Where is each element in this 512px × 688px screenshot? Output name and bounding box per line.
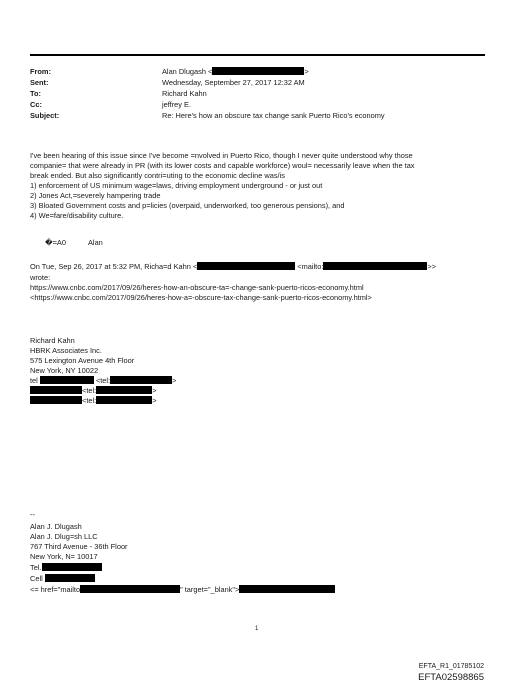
- redaction-box: [323, 262, 427, 270]
- redaction-box: [30, 396, 82, 404]
- from-value: [162, 67, 309, 76]
- dlugash-tel-line: [30, 563, 102, 572]
- tel-tag: <tel:: [82, 396, 97, 405]
- bates-ref-2: EFTA02598865: [418, 672, 484, 683]
- dlugash-address: 767 Third Avenue - 36th Floor: [30, 542, 128, 551]
- from-label: From:: [30, 67, 51, 76]
- dlugash-cell-line: [30, 574, 95, 583]
- href-target: " target="_blank">: [180, 585, 240, 594]
- redaction-box: [42, 563, 102, 571]
- redaction-box: [96, 386, 152, 394]
- body-line: 3) Bloated Government costs and p=licies (overpaid, underworked, too generous pensions), and: [30, 201, 345, 210]
- kahn-company: HBRK Associates Inc.: [30, 346, 102, 355]
- from-name: Alan Dlugash <: [162, 67, 213, 76]
- redaction-box: [212, 67, 304, 75]
- redaction-box: [197, 262, 295, 270]
- from-close: >: [304, 67, 309, 76]
- kahn-address: 575 Lexington Avenue 4th Floor: [30, 356, 135, 365]
- sent-label: Sent:: [30, 78, 49, 87]
- quote-close: >>: [427, 262, 437, 271]
- redaction-box: [30, 386, 82, 394]
- sign-prefix: �=A0: [45, 238, 66, 247]
- quote-intro: On Tue, Sep 26, 2017 at 5:32 PM, Richa=d Kahn <: [30, 262, 198, 271]
- dlugash-href-line: [30, 585, 335, 594]
- header-rule: [30, 54, 485, 56]
- sig-dashes: --: [30, 510, 35, 519]
- kahn-tel-line: [30, 396, 157, 405]
- quote-intro-line: [30, 262, 436, 271]
- kahn-city: New York, NY 10022: [30, 366, 99, 375]
- tel-label: tel: [30, 376, 38, 385]
- kahn-tel-line: [30, 376, 176, 385]
- article-url[interactable]: https://www.cnbc.com/2017/09/26/heres-how-an-obscure-ta=-change-sank-puerto-ricos-economy.html: [30, 283, 364, 292]
- href-prefix: <= href="mailto: [30, 585, 81, 594]
- body-line: break ended. But also significantly contri=uting to the economic decline was/is: [30, 171, 285, 180]
- body-line: I've been hearing of this issue since I've become =nvolved in Puerto Rico, though I never quite understood why those: [30, 151, 413, 160]
- tel-tag: <tel:: [82, 386, 97, 395]
- to-label: To:: [30, 89, 41, 98]
- body-line: 4) We=fare/disability culture.: [30, 211, 124, 220]
- body-line: 1) enforcement of US minimum wage=laws, driving employment underground - or just out: [30, 181, 323, 190]
- quote-mailto: <mailto:: [297, 262, 324, 271]
- cell-label: Cell: [30, 574, 43, 583]
- sign-name: Alan: [88, 238, 103, 247]
- kahn-name: Richard Kahn: [30, 336, 75, 345]
- body-line: 2) Jones Act,=severely hampering trade: [30, 191, 161, 200]
- redaction-box: [80, 585, 180, 593]
- article-url-bracketed[interactable]: <https://www.cnbc.com/2017/09/26/heres-how-a=-obscure-tax-change-sank-puerto-ricos-economy.html>: [30, 293, 372, 302]
- tel-close: >: [152, 386, 157, 395]
- redaction-box: [96, 396, 152, 404]
- tel-label: Tel.: [30, 563, 42, 572]
- tel-close: >: [172, 376, 177, 385]
- dlugash-name: Alan J. Dlugash: [30, 522, 82, 531]
- dlugash-company: Alan J. Dlug=sh LLC: [30, 532, 98, 541]
- cc-value: jeffrey E.: [162, 100, 192, 109]
- redaction-box: [110, 376, 172, 384]
- to-value: Richard Kahn: [162, 89, 207, 98]
- redaction-box: [40, 376, 94, 384]
- cc-label: Cc:: [30, 100, 42, 109]
- page-number: 1: [255, 626, 259, 632]
- body-line: companie= that were already in PR (with its lower costs and capable workforce) woul= necessarily leave when the tax: [30, 161, 415, 170]
- redaction-box: [45, 574, 95, 582]
- subject-label: Subject:: [30, 111, 60, 120]
- subject-value: Re: Here's how an obscure tax change sank Puerto Rico's economy: [162, 111, 385, 120]
- tel-tag: <tel:: [95, 376, 111, 385]
- dlugash-city: New York, N= 10017: [30, 552, 98, 561]
- sent-value: Wednesday, September 27, 2017 12:32 AM: [162, 78, 305, 87]
- quote-wrote: wrote:: [30, 273, 51, 282]
- redaction-box: [239, 585, 335, 593]
- kahn-tel-line: [30, 386, 157, 395]
- bates-ref-1: EFTA_R1_01785102: [418, 663, 484, 670]
- tel-close: >: [152, 396, 157, 405]
